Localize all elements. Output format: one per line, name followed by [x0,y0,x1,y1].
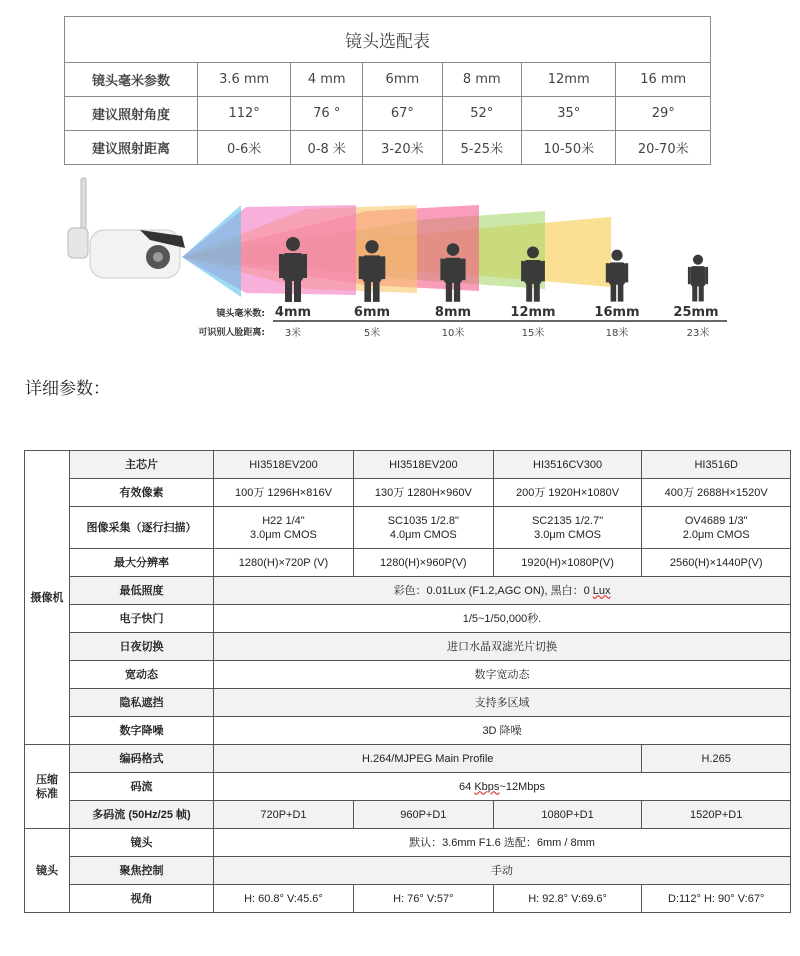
group-lens: 镜头 [25,829,70,913]
row-label: 镜头毫米参数 [65,63,198,97]
beam-4mm [182,205,241,297]
cell: 130万 1280H×960V [353,479,493,507]
cell: H: 76° V:57° [353,885,493,913]
cell: 0-6米 [198,131,291,165]
cell: 960P+D1 [353,801,493,829]
lens-mm-value: 4mm [274,305,312,320]
detail-params-title: 详细参数： [25,379,110,399]
line: 3.0μm CMOS [250,528,317,541]
text: ~12Mbps [499,780,545,793]
row-label: 宽动态 [70,661,214,689]
cell: 3-20米 [363,131,442,165]
line: OV4689 1/3" [684,514,748,527]
lens-mm-value: 8mm [434,305,472,320]
cell [214,577,791,605]
cell: 10-50米 [521,131,615,165]
group-compression [25,745,70,829]
cell: H.264/MJPEG Main Profile [214,745,642,773]
camera-illustration [68,178,185,278]
cell: 2560(H)×1440P(V) [642,549,791,577]
row-label: 电子快门 [70,605,214,633]
cell: 0-8 米 [291,131,363,165]
cell: 76 ° [291,97,363,131]
cell: H: 60.8° V:45.6° [214,885,354,913]
cell: 52° [442,97,521,131]
cell: 数字宽动态 [214,661,791,689]
lens-mm-value: 6mm [353,305,391,320]
cell: 29° [616,97,711,131]
table-row [65,131,711,165]
row-label: 有效像素 [70,479,214,507]
row-label: 建议照射角度 [65,97,198,131]
cell: 1520P+D1 [642,801,791,829]
row-label: 视角 [70,885,214,913]
line: H22 1/4" [262,514,305,527]
face-distance-value: 23米 [686,328,710,339]
cell: 8 mm [442,63,521,97]
face-distance-value: 18米 [605,328,629,339]
cell: 默认：3.6mm F1.6 选配：6mm / 8mm [214,829,791,857]
cell: 3D 降噪 [214,717,791,745]
cell: 5-25米 [442,131,521,165]
row-label: 多码流 (50Hz/25 帧) [70,801,214,829]
row-label: 最低照度 [70,577,214,605]
row-label: 图像采集（逐行扫描） [70,507,214,549]
table-row [65,97,711,131]
text: Kbps [474,780,500,793]
cell: 6mm [363,63,442,97]
cell: 1280(H)×720P (V) [214,549,354,577]
face-distance-value: 15米 [521,328,545,339]
spec-table [24,450,791,913]
cell [642,507,791,549]
cell: 1920(H)×1080P(V) [493,549,642,577]
cell: 1/5~1/50,000秒. [214,605,791,633]
cell [214,507,354,549]
cell: 720P+D1 [214,801,354,829]
cell: 3.6 mm [198,63,291,97]
lens-table-title: 镜头选配表 [65,17,711,63]
lens-mm-value: 12mm [510,305,556,320]
cell: 112° [198,97,291,131]
line: SC2135 1/2.7" [531,514,604,527]
cell: HI3516D [642,451,791,479]
cell: 12mm [521,63,615,97]
diagram-labels [275,305,719,339]
text: 压缩标准 [36,773,58,800]
person-icon [688,255,708,302]
cell: HI3516CV300 [493,451,642,479]
cell: 100万 1296H×816V [214,479,354,507]
line: 3.0μm CMOS [534,528,601,541]
cell: 200万 1920H×1080V [493,479,642,507]
cell: 1280(H)×960P(V) [353,549,493,577]
cell [214,773,791,801]
lens-selection-table [64,16,711,165]
cell: D:112° H: 90° V:67° [642,885,791,913]
cell: 4 mm [291,63,363,97]
row-label: 主芯片 [70,451,214,479]
face-distance-label: 可识别人脸距离: [198,328,265,338]
line: SC1035 1/2.8" [387,514,459,527]
row-label: 聚焦控制 [70,857,214,885]
text: 彩色：0.01Lux (F1.2,AGC ON), 黑白：0 [393,584,593,597]
cell: HI3518EV200 [214,451,354,479]
cell: 67° [363,97,442,131]
row-label: 镜头 [70,829,214,857]
cell: 400万 2688H×1520V [642,479,791,507]
row-label: 编码格式 [70,745,214,773]
lens-mm-label: 镜头毫米数: [216,309,265,319]
cell [353,507,493,549]
face-distance-value: 5米 [363,328,381,339]
beams [182,205,611,297]
text: 64 [459,780,475,793]
row-label: 隐私遮挡 [70,689,214,717]
cell: 20-70米 [616,131,711,165]
row-label: 码流 [70,773,214,801]
lens-range-diagram [0,170,800,350]
cell: H.265 [642,745,791,773]
line: 2.0μm CMOS [682,528,750,541]
face-distance-value: 3米 [284,328,302,339]
cell: 手动 [214,857,791,885]
face-distance-value: 10米 [441,328,465,339]
row-label: 建议照射距离 [65,131,198,165]
lens-mm-value: 25mm [673,305,719,320]
cell: 35° [521,97,615,131]
group-camera: 摄像机 [25,451,70,745]
cell: 16 mm [616,63,711,97]
text: Lux [592,584,611,597]
row-label: 最大分辨率 [70,549,214,577]
cell: 1080P+D1 [493,801,642,829]
cell: HI3518EV200 [353,451,493,479]
row-label: 日夜切换 [70,633,214,661]
cell: 进口水晶双滤光片切换 [214,633,791,661]
cell: 支持多区域 [214,689,791,717]
cell [493,507,642,549]
cell: H: 92.8° V:69.6° [493,885,642,913]
line: 4.0μm CMOS [389,528,457,541]
row-label: 数字降噪 [70,717,214,745]
lens-mm-value: 16mm [594,305,640,320]
table-row [65,63,711,97]
